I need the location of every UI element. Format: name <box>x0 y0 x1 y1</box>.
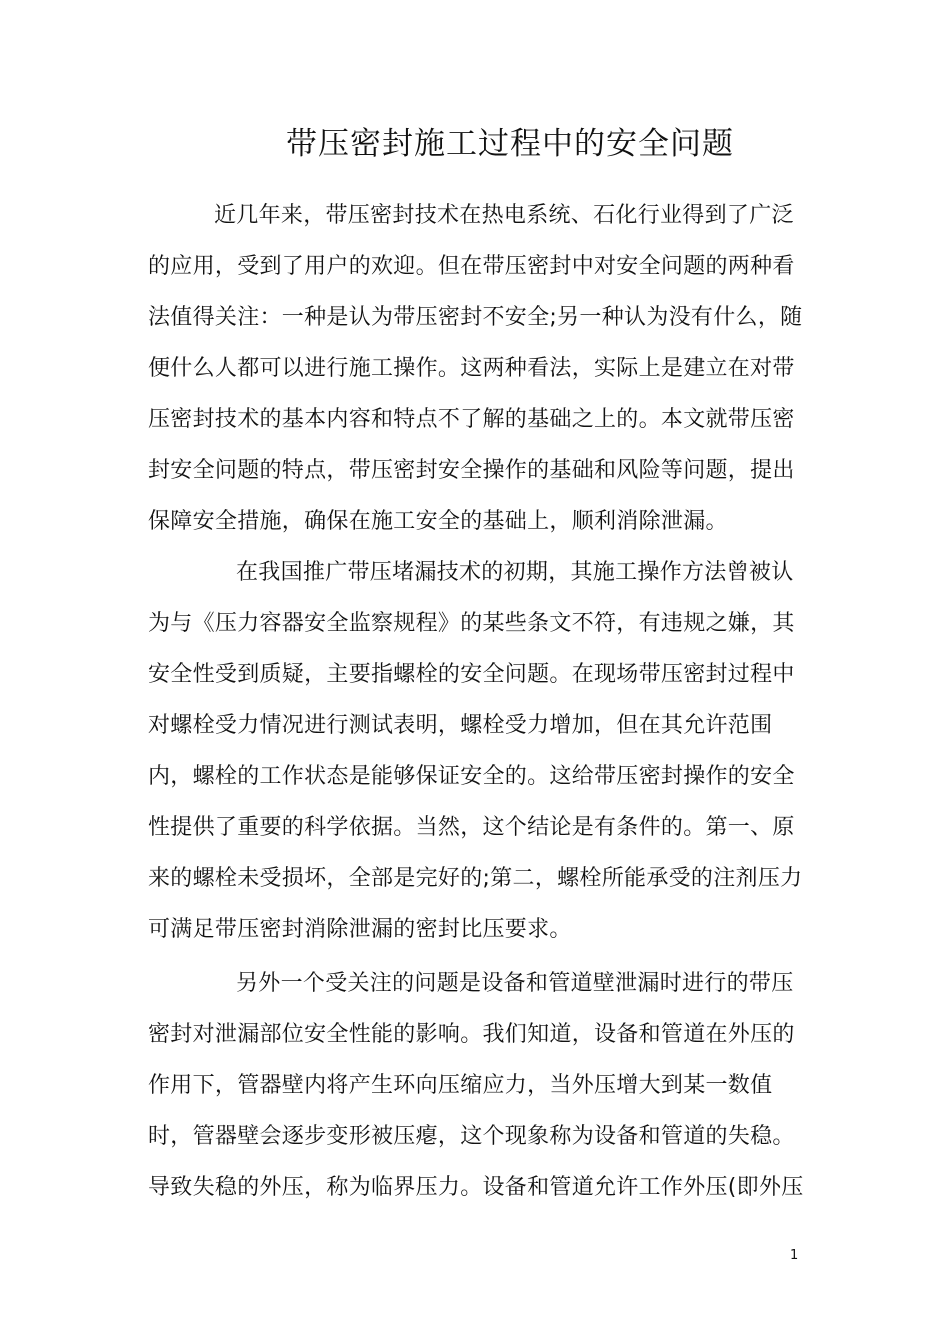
paragraph-1-line-3: 法值得关注：一种是认为带压密封不安全;另一种认为没有什么，随 <box>148 305 803 330</box>
paragraph-1-line-2: 的应用，受到了用户的欢迎。但在带压密封中对安全问题的两种看 <box>148 254 795 279</box>
paragraph-3-line-1: 另外一个受关注的问题是设备和管道壁泄漏时进行的带压 <box>236 971 794 996</box>
paragraph-3-line-4: 时，管器壁会逐步变形被压瘪，这个现象称为设备和管道的失稳。 <box>148 1124 795 1149</box>
paragraph-1-line-5: 压密封技术的基本内容和特点不了解的基础之上的。本文就带压密 <box>148 407 795 432</box>
paragraph-2-line-1: 在我国推广带压堵漏技术的初期，其施工操作方法曾被认 <box>236 560 794 585</box>
paragraph-2-line-7: 来的螺栓未受损坏，全部是完好的;第二，螺栓所能承受的注剂压力 <box>148 866 803 891</box>
paragraph-3-line-5: 导致失稳的外压，称为临界压力。设备和管道允许工作外压(即外压 <box>148 1175 804 1200</box>
paragraph-1-line-7: 保障安全措施，确保在施工安全的基础上，顺利消除泄漏。 <box>148 509 728 534</box>
paragraph-2-line-6: 性提供了重要的科学依据。当然，这个结论是有条件的。第一、原 <box>148 815 795 840</box>
paragraph-1-line-4: 便什么人都可以进行施工操作。这两种看法，实际上是建立在对带 <box>148 356 795 381</box>
paragraph-3-line-3: 作用下，管器壁内将产生环向压缩应力，当外压增大到某一数值 <box>148 1073 773 1098</box>
paragraph-1-line-6: 封安全问题的特点，带压密封安全操作的基础和风险等问题，提出 <box>148 458 795 483</box>
paragraph-2-line-4: 对螺栓受力情况进行测试表明，螺栓受力增加，但在其允许范围 <box>148 713 773 738</box>
page-number: 1 <box>790 1248 799 1263</box>
paragraph-2-line-3: 安全性受到质疑，主要指螺栓的安全问题。在现场带压密封过程中 <box>148 662 795 687</box>
paragraph-2-line-2: 为与《压力容器安全监察规程》的某些条文不符，有违规之嫌，其 <box>148 611 795 636</box>
paragraph-3-line-2: 密封对泄漏部位安全性能的影响。我们知道，设备和管道在外压的 <box>148 1022 795 1047</box>
document-title: 带压密封施工过程中的安全问题 <box>286 126 734 162</box>
paragraph-2-line-5: 内，螺栓的工作状态是能够保证安全的。这给带压密封操作的安全 <box>148 764 795 789</box>
paragraph-2-line-8: 可满足带压密封消除泄漏的密封比压要求。 <box>148 917 572 942</box>
paragraph-1-line-1: 近几年来，带压密封技术在热电系统、石化行业得到了广泛 <box>214 203 794 228</box>
